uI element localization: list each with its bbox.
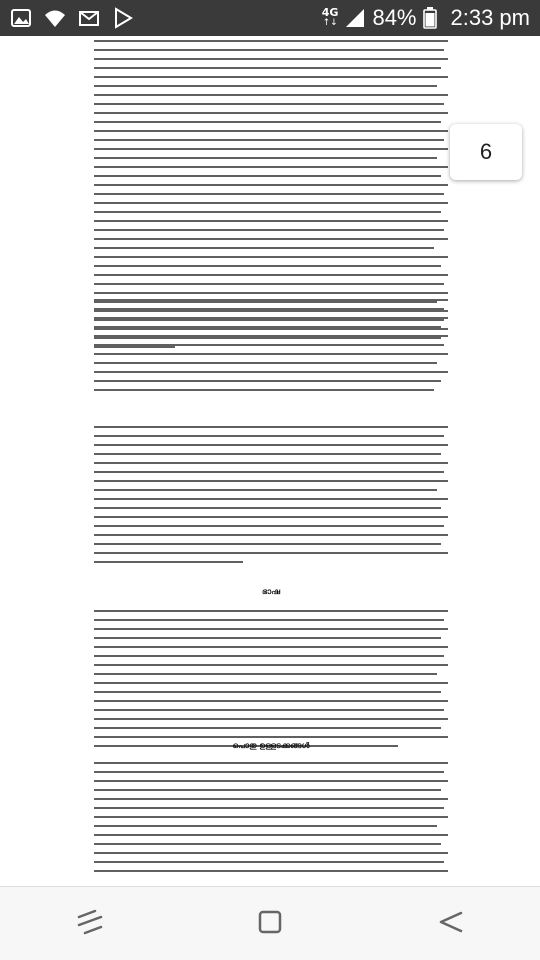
signal-icon	[344, 7, 366, 29]
recents-icon	[73, 905, 107, 943]
document-view[interactable]	[0, 36, 540, 886]
section-heading-language: ഭാഷ	[262, 586, 280, 596]
gallery-icon	[10, 7, 32, 29]
back-button[interactable]	[420, 894, 480, 954]
back-icon	[433, 905, 467, 943]
paragraph-4	[94, 610, 448, 754]
system-status	[322, 0, 530, 36]
status-bar	[0, 0, 540, 36]
battery-icon	[423, 7, 445, 29]
mail-icon	[78, 7, 100, 29]
network-type: 4G ↑↓	[321, 6, 339, 28]
section-heading-general: പൊതു ഉള്ളടക്കങ്ങൾ	[232, 740, 310, 750]
notification-icons	[0, 7, 134, 29]
recents-button[interactable]	[60, 894, 120, 954]
clock: 2:33 pm	[450, 5, 530, 30]
wifi-icon	[44, 7, 66, 29]
home-icon	[253, 905, 287, 943]
paragraph-5	[94, 762, 448, 879]
battery-percent: 84%	[372, 5, 417, 30]
home-button[interactable]	[240, 894, 300, 954]
page-number-badge: 6	[450, 124, 522, 180]
paragraph-3	[94, 426, 448, 570]
navigation-bar	[0, 886, 540, 960]
play-store-icon	[112, 7, 134, 29]
paragraph-2	[94, 299, 448, 398]
